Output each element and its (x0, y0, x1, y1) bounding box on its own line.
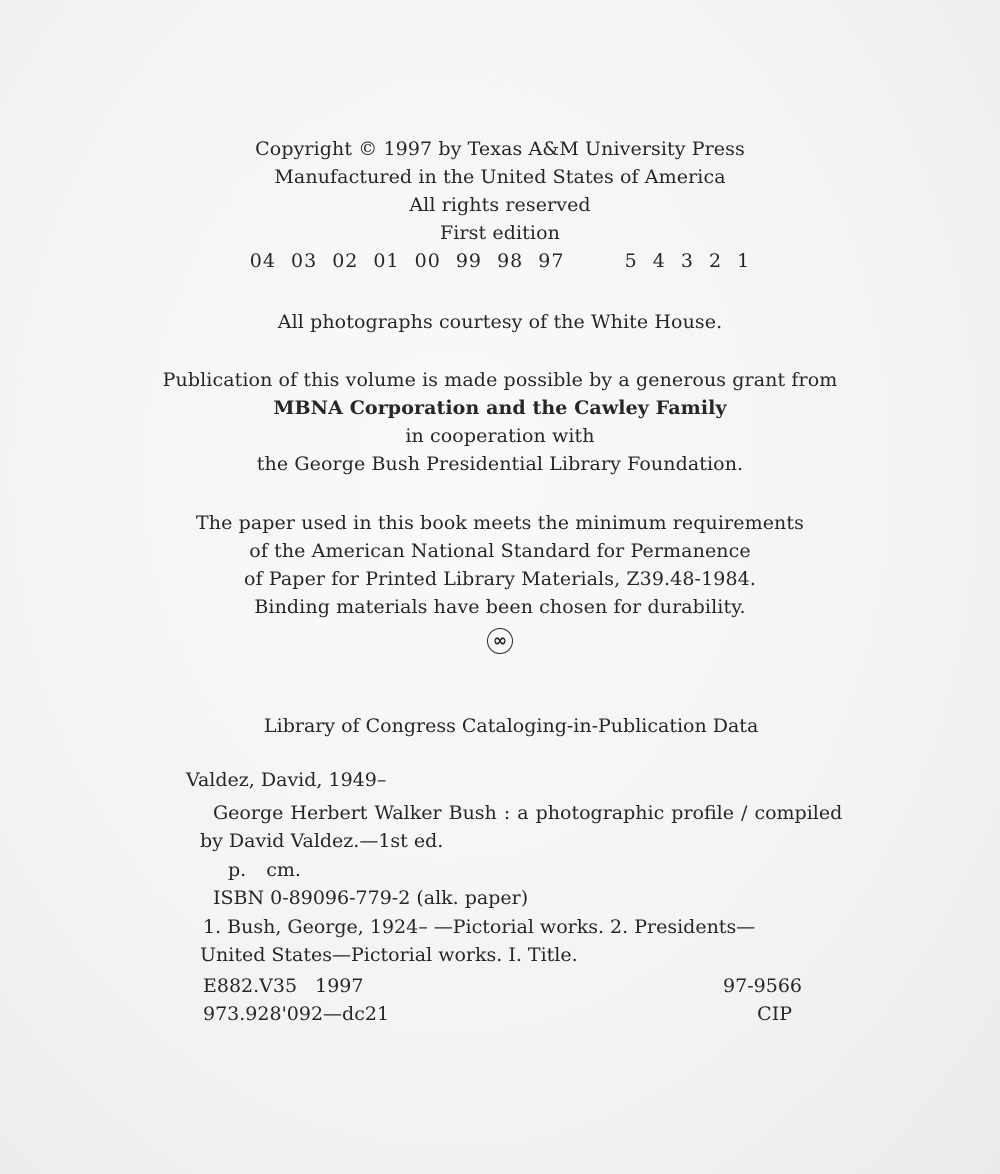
paper-line-3: of Paper for Printed Library Materials, Z39.48-1984. (244, 568, 756, 590)
copyright-block (0, 135, 1000, 275)
cip-lccn: 97-9566 (723, 975, 802, 997)
cip-isbn: ISBN 0-89096-779-2 (alk. paper) (213, 887, 529, 909)
cip-title-line-2: by David Valdez.—1st ed. (200, 830, 444, 852)
paper-line-4: Binding materials have been chosen for durability. (254, 596, 746, 618)
grant-sponsor: MBNA Corporation and the Cawley Family (273, 397, 727, 419)
cip-label: CIP (757, 1003, 792, 1025)
cip-subjects-line-2: United States—Pictorial works. I. Title. (200, 944, 578, 966)
grant-line-3: in cooperation with (405, 425, 595, 447)
paper-line-2: of the American National Standard for Permanence (249, 540, 751, 562)
infinity-permanence-icon: ∞ (487, 628, 513, 654)
cip-heading: Library of Congress Cataloging-in-Publication Data (264, 715, 759, 737)
copyright-line: Copyright © 1997 by Texas A&M University Press (255, 138, 745, 160)
photo-credit-line: All photographs courtesy of the White House. (277, 311, 723, 333)
cip-call-number: E882.V35 1997 (203, 975, 364, 997)
grant-line-1: Publication of this volume is made possible by a generous grant from (162, 369, 838, 391)
edition-line: First edition (440, 222, 560, 244)
printing-numbers: 04 03 02 01 00 99 98 97 5 4 3 2 1 (249, 250, 751, 272)
grant-block (0, 366, 1000, 478)
paper-permanence-block (0, 509, 1000, 621)
cip-subjects-line-1: 1. Bush, George, 1924– —Pictorial works. 2. Presidents— (203, 916, 756, 938)
manufactured-line: Manufactured in the United States of America (274, 166, 726, 188)
grant-foundation: the George Bush Presidential Library Foundation. (256, 453, 744, 475)
cip-physical-description: p. cm. (228, 859, 301, 881)
cip-title-line-1: George Herbert Walker Bush : a photographic profile / compiled (213, 802, 843, 824)
rights-line: All rights reserved (409, 194, 591, 216)
cip-dewey-number: 973.928'092—dc21 (203, 1003, 390, 1025)
cip-author: Valdez, David, 1949– (186, 769, 387, 791)
paper-line-1: The paper used in this book meets the minimum requirements (196, 512, 804, 534)
photo-credit-block (0, 308, 1000, 336)
